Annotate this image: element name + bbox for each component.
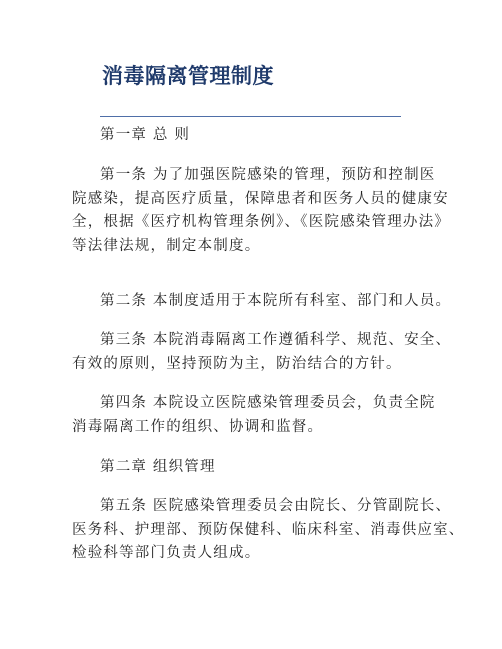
- paragraph-line: 消毒隔离工作的组织、协调和监督。: [72, 418, 324, 435]
- paragraph-line: 第二章 组织管理: [100, 459, 216, 475]
- article-paragraph: [72, 329, 452, 376]
- document-title: 消毒隔离管理制度: [102, 64, 274, 88]
- chapter-heading: [100, 456, 216, 480]
- title-divider: [100, 116, 401, 117]
- article-paragraph: [100, 290, 451, 314]
- paragraph-line: 第一章 总 则: [100, 127, 191, 143]
- paragraph-line: 全，根据《医疗机构管理条例》、《医院感染管理办法》: [72, 214, 450, 230]
- paragraph-line: 检验科等部门负责人组成。: [72, 545, 261, 561]
- paragraph-line: 有效的原则，坚持预防为主，防治结合的方针。: [72, 355, 402, 372]
- article-paragraph: [72, 392, 436, 439]
- article-paragraph: [72, 495, 465, 566]
- article-paragraph: [72, 164, 450, 258]
- paragraph-line: 第三条 本院消毒隔离工作遵循科学、规范、安全、: [100, 332, 452, 348]
- paragraph-line: 第二条 本制度适用于本院所有科室、部门和人员。: [100, 293, 452, 309]
- paragraph-line: 等法律法规，制定本制度。: [72, 237, 261, 254]
- paragraph-line: 第一条 为了加强医院感染的管理，预防和控制医: [100, 167, 436, 183]
- paragraph-line: 医务科、护理部、预防保健科、临床科室、消毒供应室、: [72, 521, 465, 538]
- paragraph-line: 院感染，提高医疗质量，保障患者和医务人员的健康安: [72, 190, 449, 207]
- chapter-heading: [100, 124, 190, 148]
- paragraph-line: 第五条 医院感染管理委员会由院长、分管副院长、: [100, 498, 452, 514]
- paragraph-line: 第四条 本院设立医院感染管理委员会，负责全院: [100, 395, 436, 411]
